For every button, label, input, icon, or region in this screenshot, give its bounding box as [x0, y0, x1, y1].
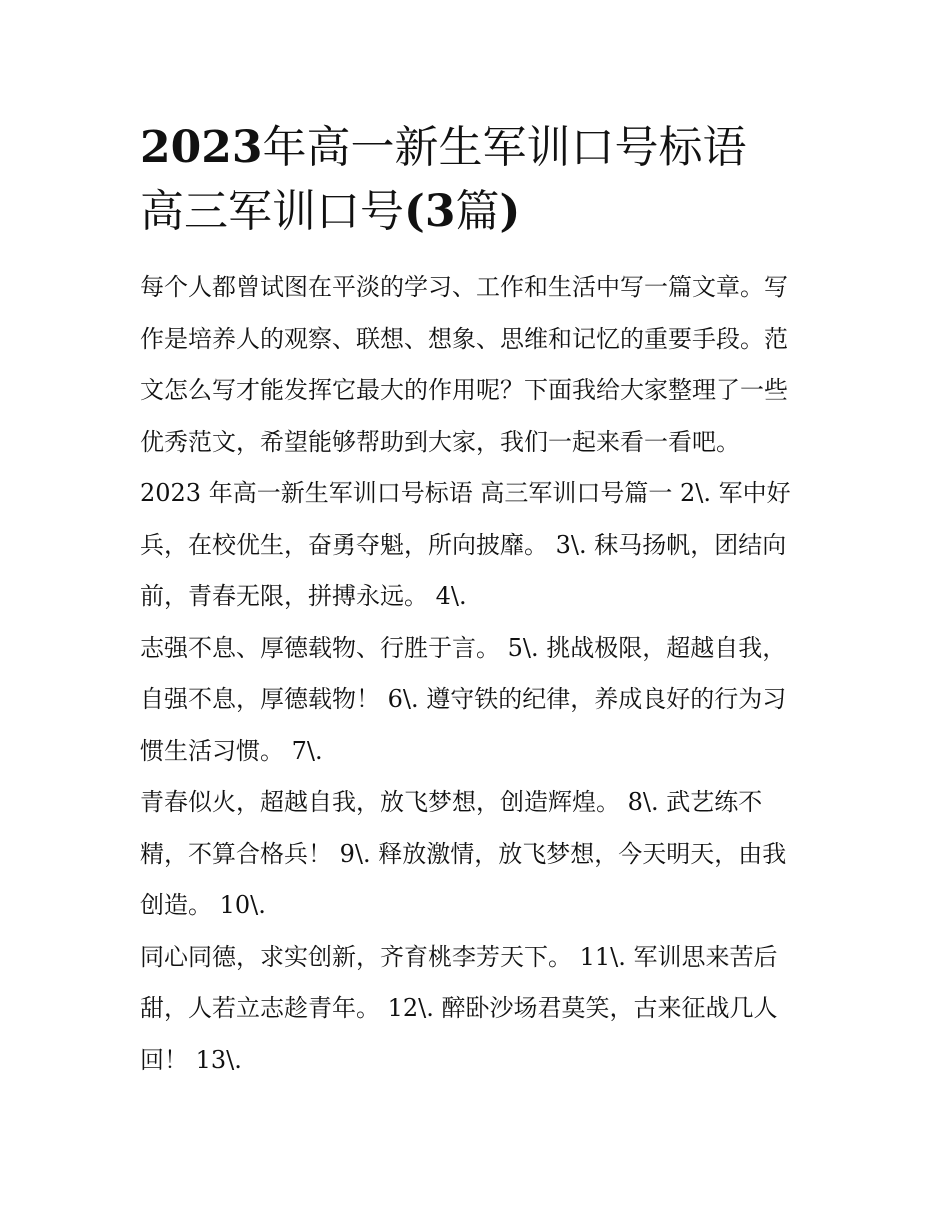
paragraph-line: 文怎么写才能发挥它最大的作用呢？下面我给大家整理了一些 — [140, 376, 788, 404]
title-line-1 — [140, 116, 815, 180]
paragraph-line: 作是培养人的观察、联想、想象、思维和记忆的重要手段。范 — [140, 324, 788, 353]
paragraph-intro — [140, 262, 815, 468]
paragraph-line: 惯生活习惯。 7\. — [140, 736, 323, 765]
paragraph-line: 前，青春无限，拼搏永远。 4\. — [140, 582, 467, 610]
paragraph-line: 回！ 13\. — [140, 1045, 242, 1074]
title-year: 2023 — [140, 122, 263, 173]
paragraph-line: 2023 年高一新生军训口号标语 高三军训口号篇一 2\. 军中好 — [140, 479, 791, 507]
title-close-paren: ) — [499, 186, 521, 237]
paragraph-slogans-1 — [140, 468, 815, 623]
document-body — [140, 262, 815, 1086]
title-count-unit: 篇 — [455, 186, 500, 237]
paragraph-line: 同心同德，求实创新，齐育桃李芳天下。 11\. 军训思来苦后 — [140, 942, 778, 971]
paragraph-line: 创造。 10\. — [140, 891, 266, 919]
paragraph-line: 精，不算合格兵！ 9\. 释放激情，放飞梦想，今天明天，由我 — [140, 839, 787, 868]
paragraph-line: 每个人都曾试图在平淡的学习、工作和生活中写一篇文章。写 — [140, 273, 788, 301]
paragraph-slogans-2 — [140, 623, 815, 778]
paragraph-line: 志强不息、厚德载物、行胜于言。 5\. 挑战极限，超越自我， — [140, 633, 787, 662]
title-count: (3 — [404, 186, 456, 237]
document-title — [140, 116, 815, 244]
title-line-1-text: 年高一新生军训口号标语 — [262, 122, 747, 173]
paragraph-line: 兵，在校优生，奋勇夺魁，所向披靡。 3\. 秣马扬帆，团结向 — [140, 530, 787, 559]
title-line-2 — [140, 180, 815, 244]
title-line-2-text: 高三军训口号 — [140, 186, 404, 237]
paragraph-line: 优秀范文，希望能够帮助到大家，我们一起来看一看吧。 — [140, 427, 740, 456]
paragraph-slogans-3 — [140, 777, 815, 932]
paragraph-line: 青春似火，超越自我，放飞梦想，创造辉煌。 8\. 武艺练不 — [140, 788, 763, 816]
paragraph-slogans-4 — [140, 932, 815, 1087]
paragraph-line: 自强不息，厚德载物！ 6\. 遵守铁的纪律，养成良好的行为习 — [140, 685, 787, 713]
document-content — [140, 116, 815, 1086]
paragraph-line: 甜，人若立志趁青年。 12\. 醉卧沙场君莫笑，古来征战几人 — [140, 994, 778, 1022]
